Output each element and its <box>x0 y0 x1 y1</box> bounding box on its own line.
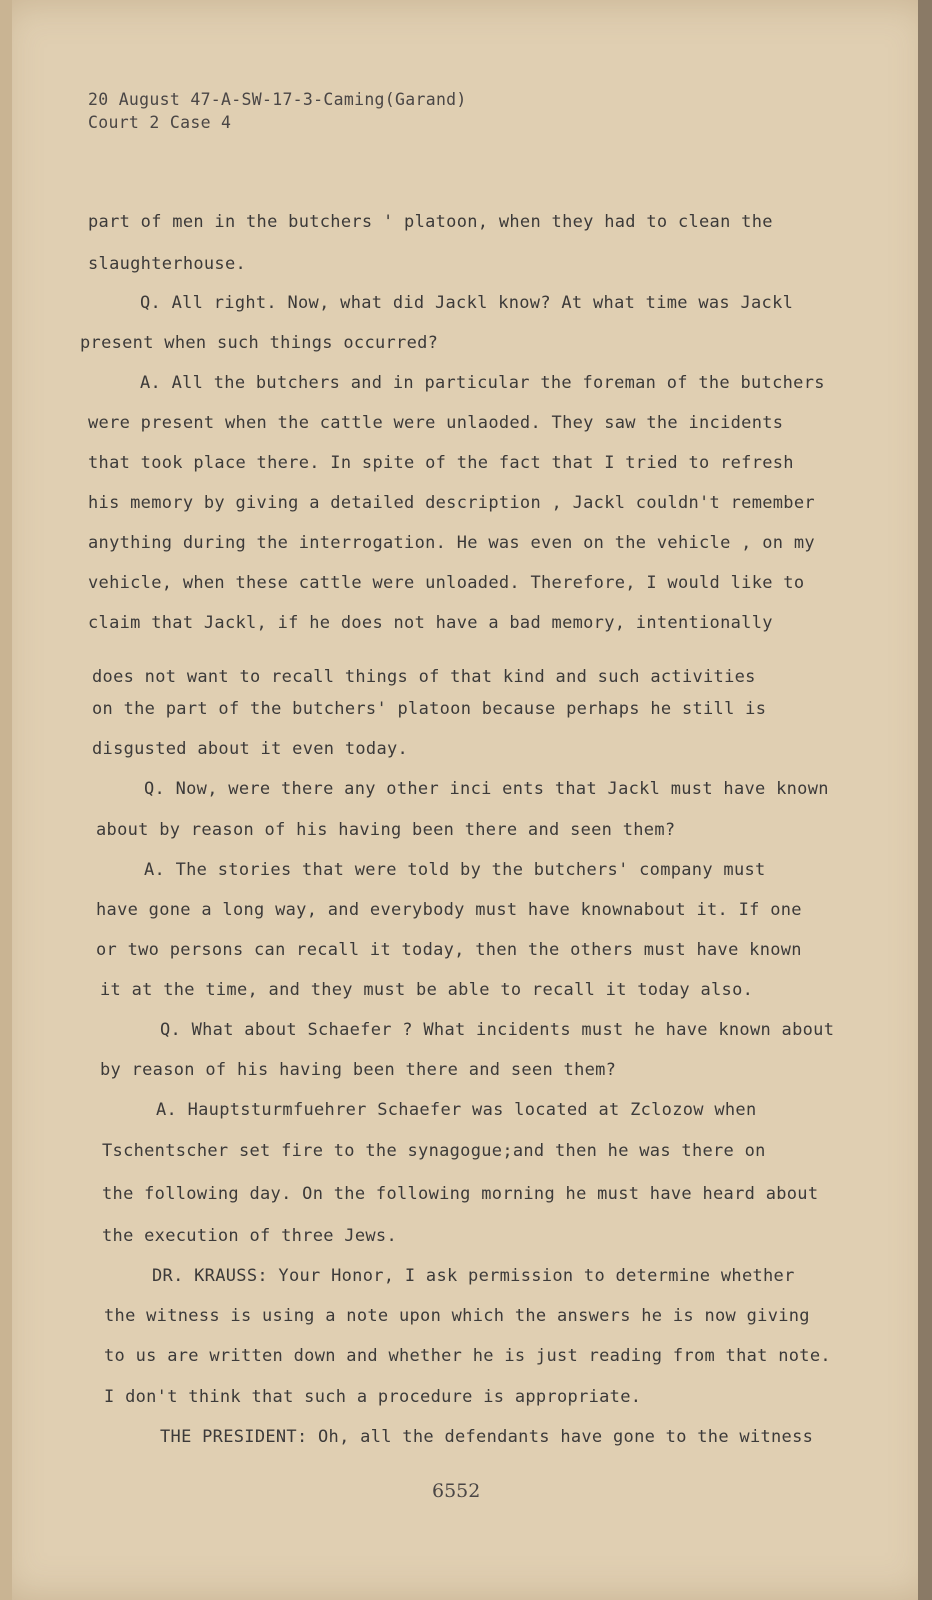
body-line: the witness is using a note upon which the answers he is now giving <box>104 1306 810 1326</box>
page-number: 6552 <box>432 1480 481 1502</box>
header-line-1: 20 August 47-A-SW-17-3-Caming(Garand) <box>88 90 467 109</box>
body-line: A. Hauptsturmfuehrer Schaefer was located at Zclozow when <box>156 1100 757 1120</box>
body-line: on the part of the butchers' platoon because perhaps he still is <box>92 699 767 719</box>
body-line: about by reason of his having been there and seen them? <box>96 820 676 840</box>
body-line: were present when the cattle were unlaoded. They saw the incidents <box>88 413 784 433</box>
body-line: Q. What about Schaefer ? What incidents must he have known about <box>160 1020 835 1040</box>
body-line: part of men in the butchers ' platoon, when they had to clean the <box>88 212 773 232</box>
body-line: Tschentscher set fire to the synagogue;and then he was there on <box>102 1141 766 1161</box>
body-line: Q. All right. Now, what did Jackl know? At what time was Jackl <box>140 293 794 313</box>
body-line: or two persons can recall it today, then the others must have known <box>96 940 802 960</box>
body-line: anything during the interrogation. He was even on the vehicle , on my <box>88 533 815 553</box>
body-line: by reason of his having been there and seen them? <box>100 1060 617 1080</box>
body-line: DR. KRAUSS: Your Honor, I ask permission to determine whether <box>152 1266 795 1286</box>
body-line: the execution of three Jews. <box>102 1226 397 1246</box>
header-line-2: Court 2 Case 4 <box>88 113 232 132</box>
body-line: does not want to recall things of that kind and such activities <box>92 667 756 687</box>
body-line: THE PRESIDENT: Oh, all the defendants have gone to the witness <box>160 1427 814 1447</box>
page-edge-left <box>0 0 12 1600</box>
body-line: his memory by giving a detailed description , Jackl couldn't remember <box>88 493 815 513</box>
body-line: I don't think that such a procedure is appropriate. <box>104 1387 642 1407</box>
body-line: disgusted about it even today. <box>92 739 409 759</box>
body-line: to us are written down and whether he is just reading from that note. <box>104 1346 831 1366</box>
body-line: A. The stories that were told by the butchers' company must <box>144 860 766 880</box>
body-line: A. All the butchers and in particular the foreman of the butchers <box>140 373 825 393</box>
body-line: Q. Now, were there any other inci ents that Jackl must have known <box>144 779 829 799</box>
body-line: have gone a long way, and everybody must have knownabout it. If one <box>96 900 802 920</box>
body-line: that took place there. In spite of the fact that I tried to refresh <box>88 453 794 473</box>
body-line: claim that Jackl, if he does not have a bad memory, intentionally <box>88 613 773 633</box>
body-line: slaughterhouse. <box>88 254 247 274</box>
body-line: the following day. On the following morning he must have heard about <box>102 1184 819 1204</box>
page-edge-right <box>918 0 932 1600</box>
body-line: vehicle, when these cattle were unloaded. Therefore, I would like to <box>88 573 805 593</box>
body-line: it at the time, and they must be able to recall it today also. <box>100 980 754 1000</box>
body-line: present when such things occurred? <box>80 333 439 353</box>
